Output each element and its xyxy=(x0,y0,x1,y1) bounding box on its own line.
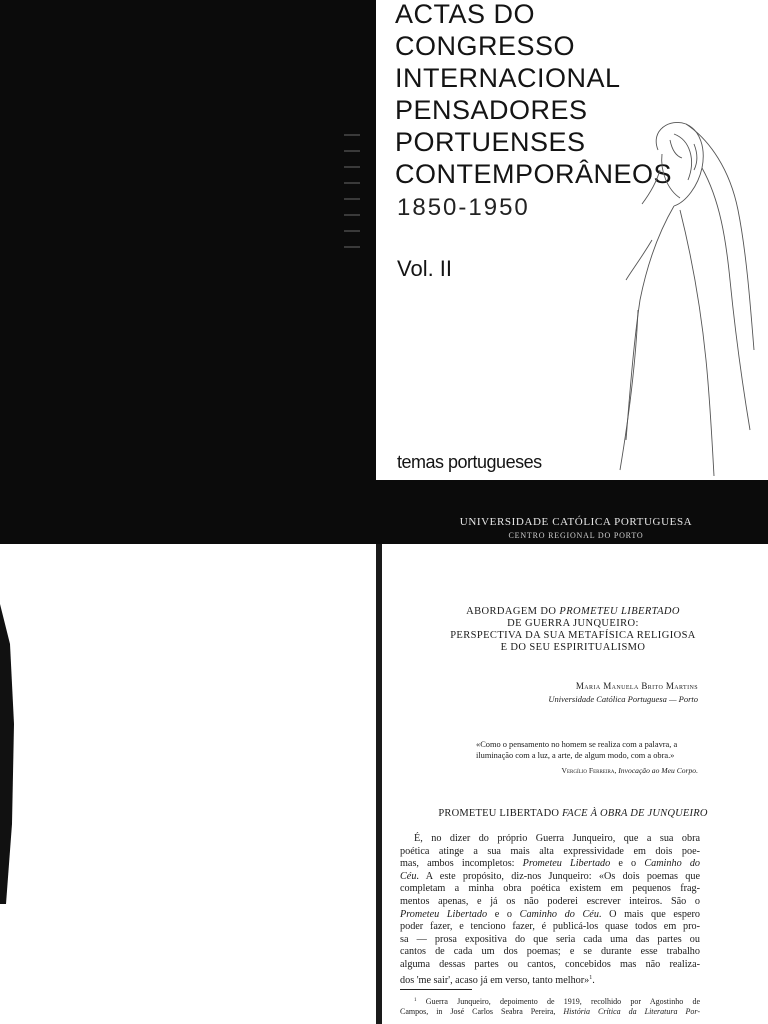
body-text: mas, ambos incompletos: xyxy=(400,858,523,870)
author-affiliation: Universidade Católica Portuguesa — Porto xyxy=(548,694,698,704)
footnote-rule xyxy=(400,989,472,990)
body-line: mentos apenas, e já os não poderei escrever inteiros. São o xyxy=(400,895,700,907)
footnote-line xyxy=(400,996,700,1007)
body-line xyxy=(400,972,700,988)
body-line: É, no dizer do próprio Guerra Junqueiro, que a sua obra xyxy=(414,833,700,844)
epigraph-author: Vergílio Ferreira, xyxy=(561,766,617,775)
body-text: e o xyxy=(610,858,645,870)
cover-black-panel xyxy=(0,0,376,544)
body-work-name: Prometeu Libertado xyxy=(522,858,611,870)
body-text: . xyxy=(592,974,595,986)
article-title-line: E DO SEU ESPIRITUALISMO xyxy=(500,642,646,653)
body-work-name: Caminho do xyxy=(644,858,701,870)
footnote-line xyxy=(400,1007,700,1017)
cover-title-line: INTERNACIONAL xyxy=(395,63,621,93)
footnote-ref[interactable]: 1 xyxy=(589,974,593,981)
body-work-name: Céu xyxy=(400,870,417,882)
article-title-line: PERSPECTIVA DA SUA METAFÍSICA RELIGIOSA xyxy=(450,630,696,641)
cover-publisher-band xyxy=(384,480,768,544)
epigraph-text: «Como o pensamento no homem se realiza com a palavra, a iluminação com a luz, a arte, de algum modo, com a obra.» xyxy=(476,740,678,760)
body-paragraph xyxy=(400,833,700,987)
body-text: e o xyxy=(487,908,520,920)
cover-years: 1850-1950 xyxy=(397,194,530,221)
body-line: alguma dessas partes ou cantos, concebidos mas não realiza- xyxy=(400,958,700,970)
body-line: poética atinge a sua mais alta expressividade em dois poe- xyxy=(400,845,700,857)
author-name: Maria Manuela Brito Martins xyxy=(575,681,698,691)
footnote-text: Campos, in José Carlos Seabra Pereira, xyxy=(400,1007,564,1016)
cover-title-line: CONGRESSO xyxy=(395,31,576,61)
body-line: poder fazer, e tenciono fazer, é publicá-los quase todos em pro- xyxy=(400,921,700,933)
cover-title-line: ACTAS DO xyxy=(395,0,536,29)
cover-title-line: PORTUENSES xyxy=(395,127,586,157)
cover-black-notch xyxy=(376,480,384,544)
footnote-mark: 1 xyxy=(414,998,417,1003)
section-heading xyxy=(400,808,746,819)
cover-title-line: PENSADORES xyxy=(395,95,588,125)
section-heading-rest: FACE À OBRA DE JUNQUEIRO xyxy=(562,808,708,819)
body-line: completam a minha obra poética existem em pequenos frag- xyxy=(400,883,700,895)
footnote-work-name: História Crítica da Literatura Por- xyxy=(563,1007,700,1016)
title-work-name: PROMETEU LIBERTADO xyxy=(559,606,680,617)
spine-marks xyxy=(344,120,360,320)
body-line xyxy=(400,909,700,922)
cover-publisher-centre: CENTRO REGIONAL DO PORTO xyxy=(508,531,644,540)
title-text: ABORDAGEM DO xyxy=(466,606,560,617)
cover-title-line: CONTEMPORÂNEOS xyxy=(395,159,673,189)
page-gutter xyxy=(376,544,382,1024)
body-text: . A este propósito, diz-nos Junqueiro: «Os dois poemas que xyxy=(416,870,700,882)
footnote-text: Guerra Junqueiro, depoimento de 1919, recolhido por Agostinho de xyxy=(416,997,700,1006)
body-line: cantos de cada um dos poemas; e se durante esse trabalho xyxy=(400,946,700,958)
epigraph-source xyxy=(476,766,698,777)
epigraph-work: Invocação ao Meu Corpo. xyxy=(618,766,698,775)
footnote xyxy=(400,996,700,1017)
cover-figure-sketch-icon xyxy=(590,110,768,482)
body-text: dos 'me sair', acaso já em verso, tanto melhor» xyxy=(400,974,590,986)
cover-publisher: UNIVERSIDADE CATÓLICA PORTUGUESA xyxy=(459,516,693,528)
body-line xyxy=(400,858,700,871)
article-title xyxy=(400,606,746,654)
article-author-block xyxy=(400,681,698,704)
cover-volume: Vol. II xyxy=(397,256,453,281)
cover-series: temas portugueses xyxy=(397,452,542,472)
section-heading-work: PROMETEU LIBERTADO xyxy=(438,808,563,819)
body-line xyxy=(400,871,700,884)
body-work-name: Prometeu Libertado xyxy=(400,908,488,920)
body-work-name: Caminho do Céu xyxy=(519,908,599,920)
epigraph xyxy=(476,740,698,777)
article-page-scan xyxy=(0,544,768,1024)
body-text: . O mais que espero xyxy=(598,908,700,920)
body-line: sa — prosa expositiva do que seria cada uma das partes ou xyxy=(400,933,700,945)
page-edge-shadow-icon xyxy=(0,604,24,904)
article-title-line: DE GUERRA JUNQUEIRO: xyxy=(507,618,639,629)
article-title-line xyxy=(400,606,746,618)
